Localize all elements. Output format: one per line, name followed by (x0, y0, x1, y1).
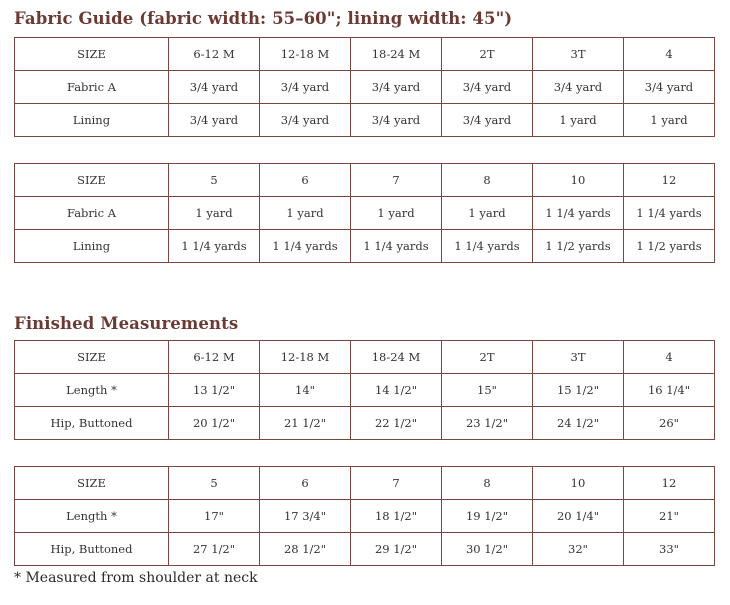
value-cell: 3/4 yard (624, 71, 715, 104)
value-cell: 3/4 yard (169, 71, 260, 104)
size-header-row (15, 38, 715, 71)
size-cell: 10 (533, 467, 624, 500)
value-cell: 21" (624, 500, 715, 533)
value-cell: 1 1/4 yards (442, 230, 533, 263)
row-label-cell: Lining (15, 104, 169, 137)
row-label-cell: SIZE (15, 164, 169, 197)
value-cell: 1 1/2 yards (624, 230, 715, 263)
value-cell: 1 1/4 yards (351, 230, 442, 263)
value-cell: 14" (260, 374, 351, 407)
value-cell: 29 1/2" (351, 533, 442, 566)
size-cell: 8 (442, 164, 533, 197)
size-cell: 6 (260, 164, 351, 197)
value-cell: 3/4 yard (169, 104, 260, 137)
value-cell: 22 1/2" (351, 407, 442, 440)
value-cell: 1 yard (533, 104, 624, 137)
value-cell: 17 3/4" (260, 500, 351, 533)
size-cell: 5 (169, 164, 260, 197)
row-label-cell: Lining (15, 230, 169, 263)
table-row (15, 71, 715, 104)
size-cell: 5 (169, 467, 260, 500)
table-row (15, 197, 715, 230)
row-label-cell: SIZE (15, 38, 169, 71)
size-cell: 18-24 M (351, 341, 442, 374)
row-label-cell: SIZE (15, 341, 169, 374)
size-cell: 4 (624, 341, 715, 374)
value-cell: 15 1/2" (533, 374, 624, 407)
value-cell: 30 1/2" (442, 533, 533, 566)
row-label-cell: Hip, Buttoned (15, 407, 169, 440)
table-row (15, 230, 715, 263)
size-cell: 12 (624, 164, 715, 197)
row-label-cell: SIZE (15, 467, 169, 500)
row-label-cell: Length * (15, 374, 169, 407)
value-cell: 3/4 yard (260, 71, 351, 104)
value-cell: 1 1/4 yards (260, 230, 351, 263)
value-cell: 1 1/4 yards (169, 230, 260, 263)
size-cell: 3T (533, 341, 624, 374)
value-cell: 26" (624, 407, 715, 440)
table-row (15, 407, 715, 440)
value-cell: 33" (624, 533, 715, 566)
value-cell: 28 1/2" (260, 533, 351, 566)
size-cell: 2T (442, 38, 533, 71)
size-cell: 8 (442, 467, 533, 500)
size-cell: 12 (624, 467, 715, 500)
fabric-guide-table-2 (14, 163, 715, 263)
size-cell: 10 (533, 164, 624, 197)
value-cell: 23 1/2" (442, 407, 533, 440)
value-cell: 3/4 yard (260, 104, 351, 137)
row-label-cell: Fabric A (15, 71, 169, 104)
value-cell: 32" (533, 533, 624, 566)
row-label-cell: Fabric A (15, 197, 169, 230)
finished-measurements-heading: Finished Measurements (14, 314, 239, 333)
value-cell: 1 yard (351, 197, 442, 230)
fabric-guide-table-1 (14, 37, 715, 137)
value-cell: 3/4 yard (442, 71, 533, 104)
table-row (15, 533, 715, 566)
size-cell: 3T (533, 38, 624, 71)
table-row (15, 500, 715, 533)
finished-measurements-table-1 (14, 340, 715, 440)
value-cell: 18 1/2" (351, 500, 442, 533)
value-cell: 1 yard (624, 104, 715, 137)
value-cell: 1 1/4 yards (533, 197, 624, 230)
value-cell: 1 yard (260, 197, 351, 230)
value-cell: 19 1/2" (442, 500, 533, 533)
value-cell: 1 1/2 yards (533, 230, 624, 263)
value-cell: 1 yard (442, 197, 533, 230)
value-cell: 15" (442, 374, 533, 407)
size-header-row (15, 164, 715, 197)
size-cell: 7 (351, 467, 442, 500)
size-cell: 6-12 M (169, 38, 260, 71)
table-row (15, 104, 715, 137)
value-cell: 21 1/2" (260, 407, 351, 440)
value-cell: 3/4 yard (351, 71, 442, 104)
size-cell: 12-18 M (260, 341, 351, 374)
table-row (15, 374, 715, 407)
value-cell: 3/4 yard (351, 104, 442, 137)
size-header-row (15, 341, 715, 374)
value-cell: 1 1/4 yards (624, 197, 715, 230)
size-cell: 4 (624, 38, 715, 71)
value-cell: 20 1/4" (533, 500, 624, 533)
value-cell: 27 1/2" (169, 533, 260, 566)
row-label-cell: Hip, Buttoned (15, 533, 169, 566)
finished-measurements-table-2 (14, 466, 715, 566)
row-label-cell: Length * (15, 500, 169, 533)
size-cell: 12-18 M (260, 38, 351, 71)
value-cell: 17" (169, 500, 260, 533)
size-cell: 7 (351, 164, 442, 197)
value-cell: 16 1/4" (624, 374, 715, 407)
fabric-guide-heading: Fabric Guide (fabric width: 55–60"; lining width: 45") (14, 9, 513, 28)
size-cell: 2T (442, 341, 533, 374)
size-cell: 18-24 M (351, 38, 442, 71)
size-cell: 6-12 M (169, 341, 260, 374)
size-header-row (15, 467, 715, 500)
value-cell: 3/4 yard (533, 71, 624, 104)
value-cell: 13 1/2" (169, 374, 260, 407)
value-cell: 20 1/2" (169, 407, 260, 440)
value-cell: 24 1/2" (533, 407, 624, 440)
value-cell: 1 yard (169, 197, 260, 230)
footnote: * Measured from shoulder at neck (14, 570, 258, 586)
value-cell: 14 1/2" (351, 374, 442, 407)
size-cell: 6 (260, 467, 351, 500)
value-cell: 3/4 yard (442, 104, 533, 137)
